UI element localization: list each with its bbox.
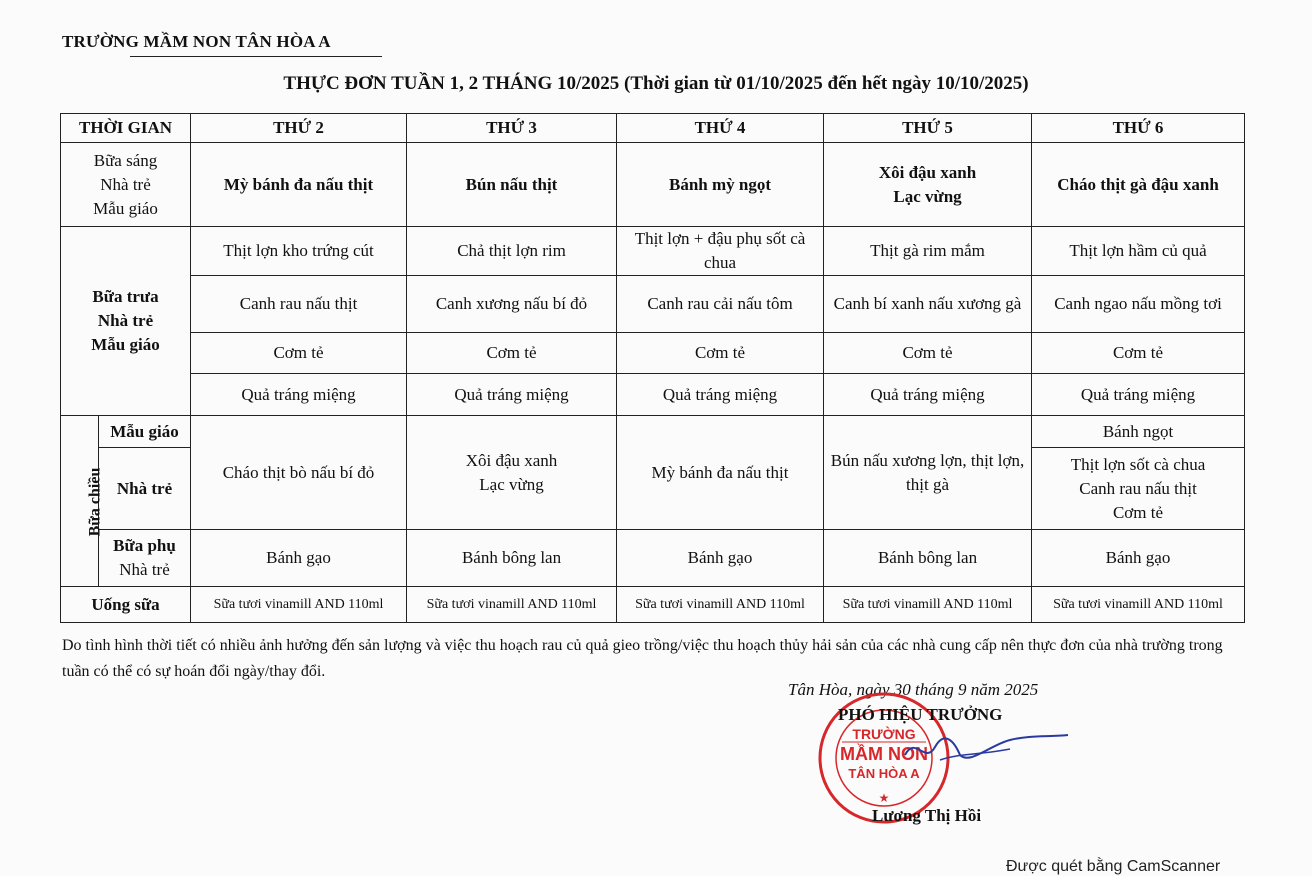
lunch-cell: Canh rau nấu thịt bbox=[191, 276, 407, 333]
breakfast-cell: Bánh mỳ ngọt bbox=[617, 143, 824, 227]
header-day: THỨ 4 bbox=[617, 114, 824, 143]
header-time: THỜI GIAN bbox=[61, 114, 191, 143]
lunch-cell: Quả tráng miệng bbox=[407, 374, 617, 416]
breakfast-label bbox=[61, 143, 191, 227]
lunch-cell: Chả thịt lợn rim bbox=[407, 227, 617, 276]
afternoon-label bbox=[61, 416, 104, 587]
weekly-menu-table bbox=[60, 113, 1245, 623]
lunch-cell: Quả tráng miệng bbox=[191, 374, 407, 416]
lunch-cell: Canh rau cải nấu tôm bbox=[617, 276, 824, 333]
afternoon-cell: Mỳ bánh đa nấu thịt bbox=[617, 416, 824, 530]
lunch-cell: Thịt gà rim mắm bbox=[824, 227, 1032, 276]
snack-cell: Bánh gạo bbox=[617, 530, 824, 587]
header-day: THỨ 3 bbox=[407, 114, 617, 143]
lunch-group-2: Mẫu giáo bbox=[91, 335, 160, 354]
lunch-cell: Quả tráng miệng bbox=[824, 374, 1032, 416]
milk-cell: Sữa tươi vinamill AND 110ml bbox=[191, 587, 407, 623]
school-name: TRƯỜNG MẦM NON TÂN HÒA A bbox=[62, 32, 331, 51]
signer-role: PHÓ HIỆU TRƯỞNG bbox=[838, 705, 1003, 724]
lunch-cell: Cơm tẻ bbox=[617, 333, 824, 374]
snack-cell: Bánh bông lan bbox=[407, 530, 617, 587]
breakfast-cell: Mỳ bánh đa nấu thịt bbox=[191, 143, 407, 227]
lunch-cell: Cơm tẻ bbox=[824, 333, 1032, 374]
snack-title: Bữa phụ bbox=[113, 536, 176, 555]
lunch-cell: Cơm tẻ bbox=[407, 333, 617, 374]
header-day: THỨ 6 bbox=[1032, 114, 1245, 143]
afternoon-cell: Cháo thịt bò nấu bí đỏ bbox=[191, 416, 407, 530]
stamp-line-2: MẦM NON bbox=[840, 744, 928, 764]
stamp-line-1: TRƯỜNG bbox=[852, 726, 916, 742]
breakfast-cell: Bún nấu thịt bbox=[407, 143, 617, 227]
breakfast-title: Bữa sáng bbox=[93, 150, 158, 170]
lunch-cell: Thịt lợn hầm củ quả bbox=[1032, 227, 1245, 276]
afternoon-cell-friday-mau-giao: Bánh ngọt bbox=[1032, 416, 1245, 448]
breakfast-group-2: Mẫu giáo bbox=[93, 198, 158, 218]
snack-cell: Bánh bông lan bbox=[824, 530, 1032, 587]
afternoon-title: Bữa chiều bbox=[86, 467, 104, 536]
breakfast-cell: Xôi đậu xanh Lạc vừng bbox=[824, 143, 1032, 227]
breakfast-cell: Cháo thịt gà đậu xanh bbox=[1032, 143, 1245, 227]
snack-label bbox=[99, 530, 191, 587]
signature-date: Tân Hòa, ngày 30 tháng 9 năm 2025 bbox=[788, 680, 1039, 699]
signer-name: Lương Thị Hồi bbox=[872, 806, 982, 825]
afternoon-cell: Bún nấu xương lợn, thịt lợn, thịt gà bbox=[824, 416, 1032, 530]
lunch-cell: Canh ngao nấu mồng tơi bbox=[1032, 276, 1245, 333]
lunch-group-1: Nhà trẻ bbox=[97, 311, 154, 330]
lunch-cell: Cơm tẻ bbox=[191, 333, 407, 374]
lunch-cell: Thịt lợn + đậu phụ sốt cà chua bbox=[617, 227, 824, 276]
afternoon-group-mau-giao: Mẫu giáo bbox=[99, 416, 191, 448]
milk-cell: Sữa tươi vinamill AND 110ml bbox=[407, 587, 617, 623]
afternoon-cell-friday-nha-tre: Thịt lợn sốt cà chua Canh rau nấu thịt Cơm tẻ bbox=[1032, 448, 1245, 530]
lunch-title: Bữa trưa bbox=[92, 287, 159, 306]
lunch-cell: Canh bí xanh nấu xương gà bbox=[824, 276, 1032, 333]
lunch-cell: Quả tráng miệng bbox=[1032, 374, 1245, 416]
milk-label: Uống sữa bbox=[61, 587, 191, 623]
lunch-cell: Cơm tẻ bbox=[1032, 333, 1245, 374]
school-underline bbox=[130, 56, 382, 57]
milk-cell: Sữa tươi vinamill AND 110ml bbox=[824, 587, 1032, 623]
menu-note: Do tình hình thời tiết có nhiều ảnh hưởng đến sản lượng và việc thu hoạch rau củ quả gieo trồng/việc thu hoạch thủy hải sản của các nhà cung cấp nên thực đơn của nhà trường trong tuần có thể có sự hoán đổi ngày/thay đổi. bbox=[62, 637, 1223, 680]
lunch-cell: Canh xương nấu bí đỏ bbox=[407, 276, 617, 333]
milk-cell: Sữa tươi vinamill AND 110ml bbox=[617, 587, 824, 623]
header-day: THỨ 2 bbox=[191, 114, 407, 143]
stamp-line-3: TÂN HÒA A bbox=[848, 766, 920, 781]
lunch-cell: Thịt lợn kho trứng cút bbox=[191, 227, 407, 276]
header-day: THỨ 5 bbox=[824, 114, 1032, 143]
scanner-footer: Được quét bằng CamScanner bbox=[1006, 858, 1221, 875]
handwritten-signature bbox=[900, 725, 1080, 775]
afternoon-cell: Xôi đậu xanh Lạc vừng bbox=[407, 416, 617, 530]
snack-group: Nhà trẻ bbox=[119, 560, 170, 579]
lunch-cell: Quả tráng miệng bbox=[617, 374, 824, 416]
breakfast-group-1: Nhà trẻ bbox=[100, 174, 151, 194]
afternoon-group-nha-tre: Nhà trẻ bbox=[99, 448, 191, 530]
lunch-label bbox=[61, 227, 191, 416]
menu-title: THỰC ĐƠN TUẦN 1, 2 THÁNG 10/2025 (Thời gian từ 01/10/2025 đến hết ngày 10/10/2025) bbox=[283, 73, 1029, 94]
snack-cell: Bánh gạo bbox=[1032, 530, 1245, 587]
stamp-star-icon: ★ bbox=[878, 791, 890, 805]
milk-cell: Sữa tươi vinamill AND 110ml bbox=[1032, 587, 1245, 623]
snack-cell: Bánh gạo bbox=[191, 530, 407, 587]
